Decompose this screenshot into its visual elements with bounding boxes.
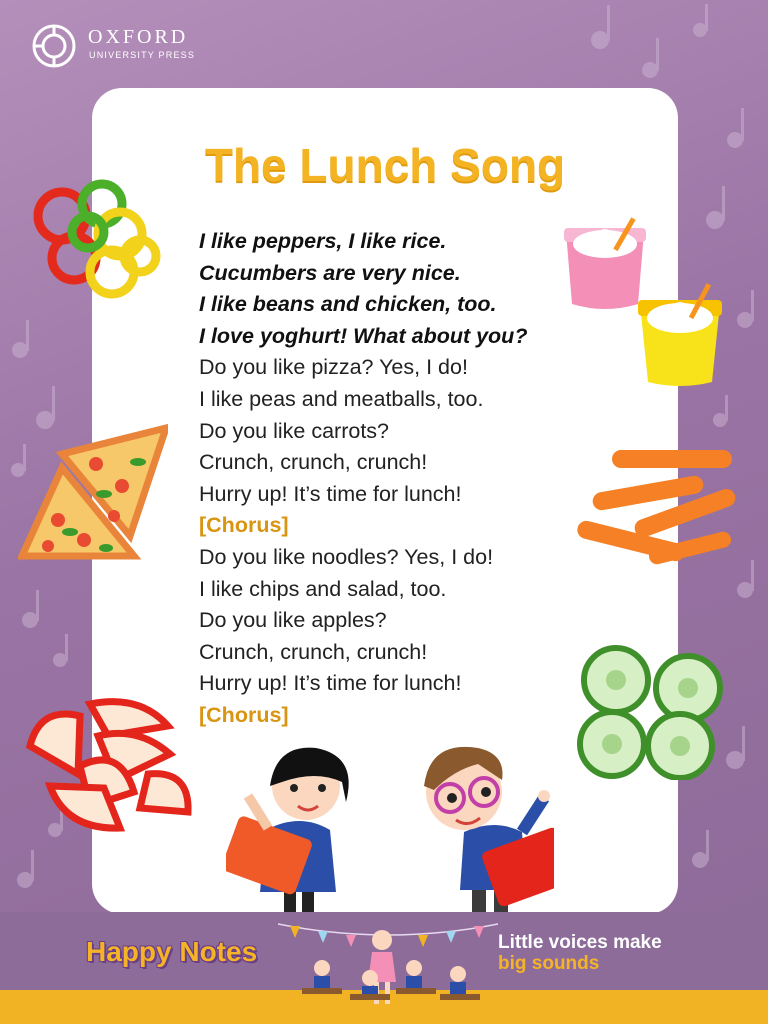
- lyric-line: Do you like apples?: [199, 608, 387, 633]
- pizza-illustration: [18, 424, 168, 562]
- classroom-illustration: [278, 916, 498, 1024]
- yoghurt-illustration: [560, 214, 726, 388]
- lyric-line: I like chips and salad, too.: [199, 576, 447, 601]
- apple-slices-illustration: [20, 696, 194, 836]
- boy-illustration: [394, 740, 554, 914]
- lyric-line: Hurry up! It’s time for lunch!: [199, 481, 462, 506]
- song-title: The Lunch Song: [204, 139, 566, 191]
- lyric-line: Crunch, crunch, crunch!: [199, 450, 428, 475]
- lyric-line: I like peppers, I like rice.: [199, 229, 447, 253]
- carrots-illustration: [572, 444, 738, 572]
- lyric-line: I like peas and meatballs, too.: [199, 386, 484, 411]
- publisher-name: OXFORD: [88, 26, 189, 48]
- publisher-subname: UNIVERSITY PRESS: [89, 50, 196, 60]
- lyric-line: Do you like pizza? Yes, I do!: [199, 355, 468, 380]
- happy-notes-logo: Happy Notes: [86, 936, 258, 967]
- tagline-line-2: big sounds: [498, 953, 600, 974]
- lyric-line: Do you like noodles? Yes, I do!: [199, 544, 494, 569]
- tagline: [498, 932, 662, 974]
- chorus-tag: [Chorus]: [199, 702, 289, 727]
- lyric-line: Crunch, crunch, crunch!: [199, 639, 428, 664]
- lyric-line: Hurry up! It’s time for lunch!: [199, 671, 462, 696]
- tagline-line-1: Little voices make: [498, 932, 662, 953]
- lyric-line: I like beans and chicken, too.: [199, 292, 497, 317]
- oxford-emblem-icon: [32, 24, 76, 68]
- lyric-line: Cucumbers are very nice.: [199, 260, 461, 285]
- cucumber-illustration: [576, 644, 726, 780]
- chorus-tag: [Chorus]: [199, 513, 289, 538]
- lyric-line: I love yoghurt! What about you?: [199, 323, 528, 348]
- lyric-line: Do you like carrots?: [199, 418, 389, 443]
- girl-illustration: [226, 742, 376, 914]
- song-lyrics: [199, 226, 527, 732]
- peppers-illustration: [22, 176, 164, 306]
